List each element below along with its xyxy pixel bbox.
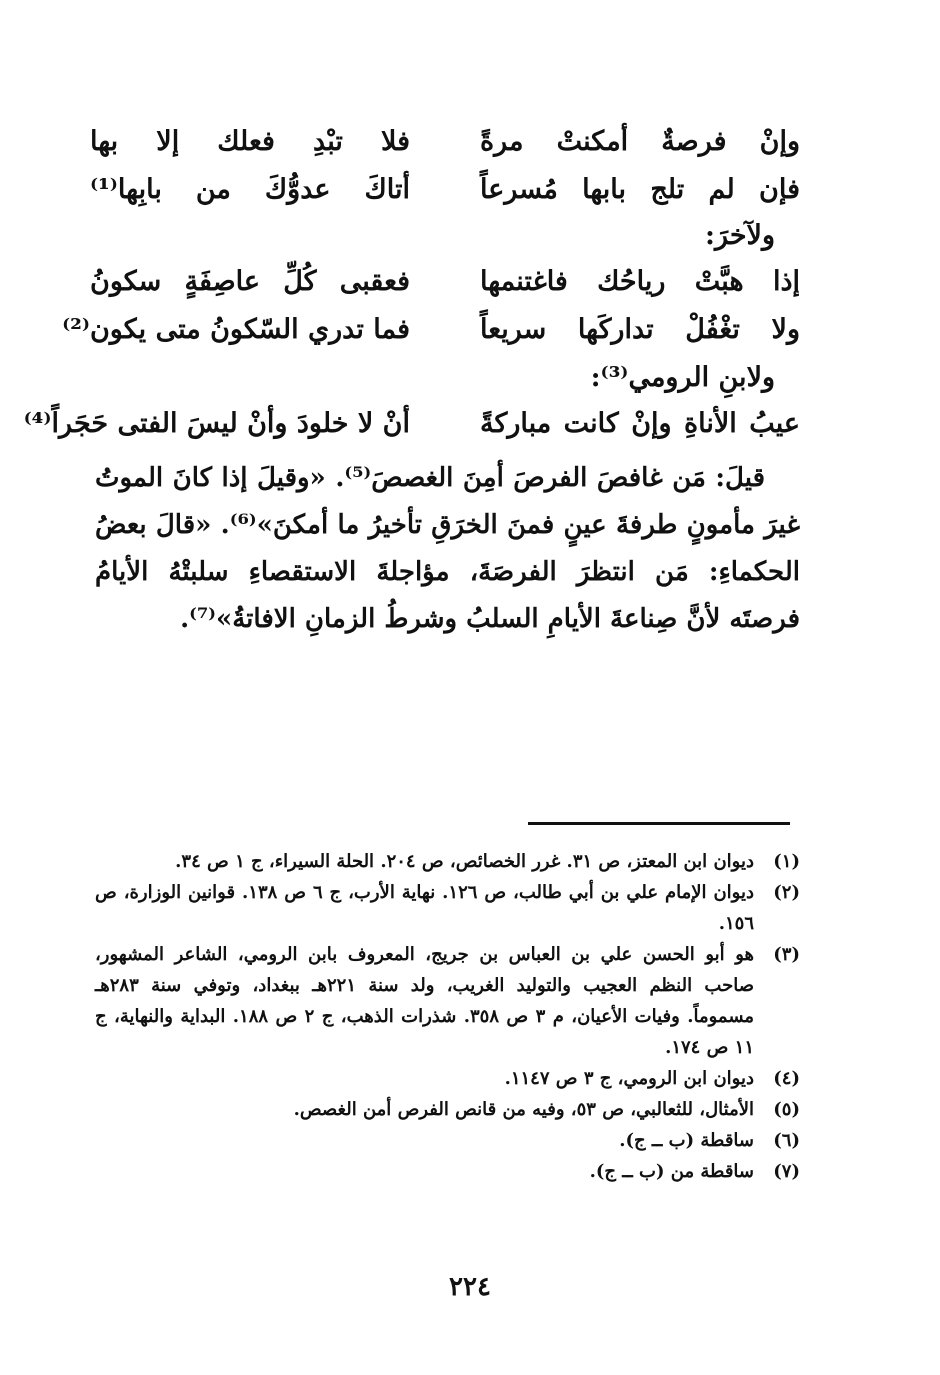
footnote-divider: [528, 822, 790, 825]
verse-line: [23, 408, 800, 458]
footnote-item: [95, 1063, 800, 1094]
intro-other-poet: ولآخرَ:: [705, 220, 775, 251]
footnote-text: ساقطة (ب ــ ج).: [619, 1130, 754, 1151]
prose-paragraph: قيلَ: مَن غافصَ الفرصَ أمِنَ الغصصَ⁽⁵⁾. «وقيلَ إذا كانَ الموتُ غيرَ مأمونٍ طرفةَ عينٍ فمنَ الخرَقِ تأخيرُ ما أمكنَ»⁽⁶⁾. «قالَ بعضُ الحكماءِ: مَن انتظرَ الفرصَةَ، مؤاجلةَ الاستقصاءِ سلبتْهُ الأيامُ فرصتَه لأنَّ صِناعةَ الأيامِ السلبُ وشرطُ الزمانِ الافاتةُ»⁽⁷⁾.: [95, 463, 801, 634]
verse-line: [90, 126, 800, 176]
verse-second-hemistich: فلا تبْدِ فعلك إلا بها: [90, 126, 410, 157]
footnote-text: ديوان الإمام علي بن أبي طالب، ص ١٢٦. نهاية الأرب، ج ٦ ص ١٣٨. قوانين الوزارة، ص ١٥٦.: [95, 882, 754, 934]
footnote-text: هو أبو الحسن علي بن العباس بن جريج، المعروف بابن الرومي، الشاعر المشهور، صاحب النظم العجيب والتوليد الغريب، ولد سنة ٢٢١هـ ببغداد، وتوفي سنة ٢٨٣هـ مسموماً. وفيات الأعيان، م ٣ ص ٣٥٨. شذرات الذهب، ج ٢ ص ١٨٨. البداية والنهاية، ج ١١ ص ١٧٤.: [95, 944, 755, 1058]
footnote-number: (٣): [773, 944, 800, 965]
verse-first-hemistich: إذا هبَّتْ رياحُك فاغتنمها: [480, 266, 800, 297]
verse-line: [90, 174, 800, 224]
footnote-text: ديوان ابن المعتز، ص ٣١. غرر الخصائص، ص ٢٠٤. الحلة السيراء، ج ١ ص ٣٤.: [175, 851, 754, 872]
footnotes-list: [95, 846, 800, 1187]
verse-first-hemistich: ولا تغْفُلْ تداركَها سريعاً: [480, 314, 800, 345]
footnote-item: [95, 846, 800, 877]
footnote-item: [95, 1156, 800, 1187]
footnote-item: [95, 939, 800, 1063]
verse-first-hemistich: عيبُ الأناةِ وإنْ كانت مباركةً: [480, 408, 800, 439]
verse-line: [62, 314, 800, 364]
footnote-item: [95, 1094, 800, 1125]
footnote-text: الأمثال، للثعالبي، ص ٥٣، وفيه من قانص الفرص أمن الغصص.: [293, 1099, 754, 1120]
footnote-number: (٤): [773, 1068, 800, 1089]
footnote-text: ساقطة من (ب ــ ج).: [589, 1161, 754, 1182]
footnote-number: (٢): [773, 882, 800, 903]
verse-second-hemistich: فعقبى كُلِّ عاصِفَةٍ سكونُ: [90, 266, 410, 297]
verse-first-hemistich: وإنْ فرصةٌ أمكنتْ مرةً: [480, 126, 800, 157]
verse-line: [90, 266, 800, 316]
footnote-item: [95, 877, 800, 939]
footnote-number: (٥): [773, 1099, 800, 1120]
footnote-item: [95, 1125, 800, 1156]
verse-second-hemistich: فما تدري السّكونُ متى يكون⁽²⁾: [62, 314, 410, 345]
footnote-text: ديوان ابن الرومي، ج ٣ ص ١١٤٧.: [504, 1068, 754, 1089]
footnote-number: (٦): [773, 1130, 800, 1151]
intro-ibn-rumi: ولابنِ الرومي⁽³⁾:: [590, 362, 775, 393]
verse-second-hemistich: أنْ لا خلودَ وأنْ ليسَ الفتى حَجَراً⁽⁴⁾: [23, 408, 410, 439]
verse-second-hemistich: أتاكَ عدوُّكَ من بابِها⁽¹⁾: [90, 174, 410, 205]
verse-first-hemistich: فإن لم تلج بابها مُسرعاً: [480, 174, 800, 205]
footnote-number: (١): [773, 851, 800, 872]
page-number: ٢٢٤: [449, 1272, 491, 1302]
footnote-number: (٧): [773, 1161, 800, 1182]
